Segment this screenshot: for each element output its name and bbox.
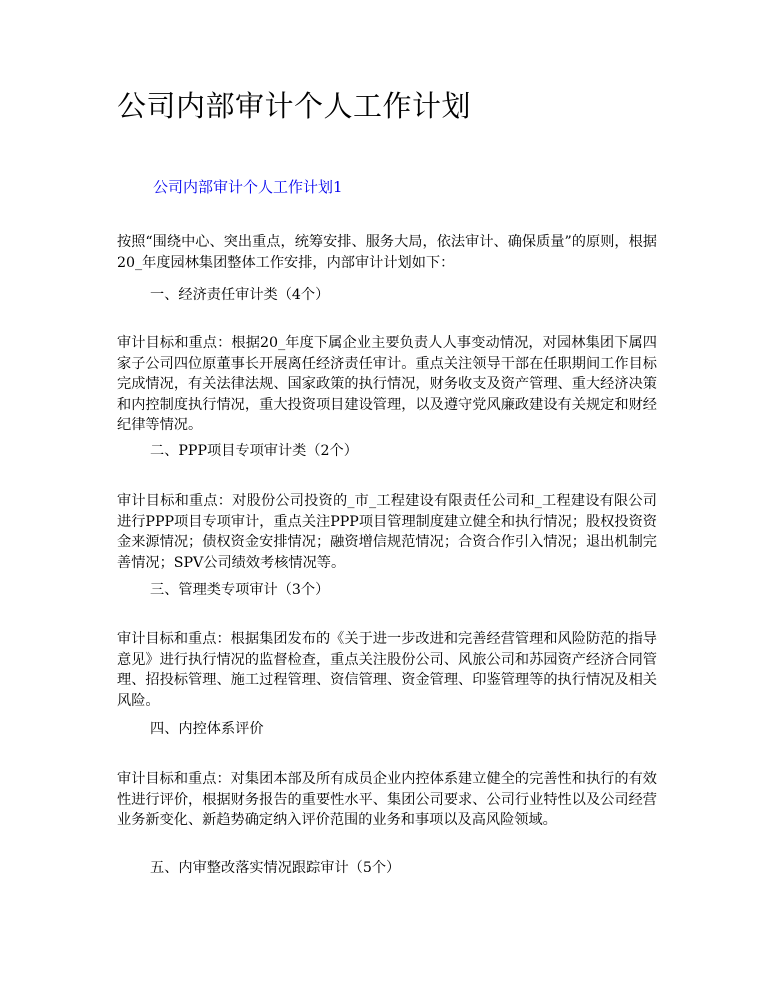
section-heading-3: 三、管理类专项审计（3个）	[150, 582, 330, 598]
section-heading-1: 一、经济责任审计类（4个）	[150, 287, 330, 303]
document-title: 公司内部审计个人工作计划	[117, 89, 472, 123]
section-body-4: 审计目标和重点：对集团本部及所有成员企业内控体系建立健全的完善性和执行的有效性进行评价，根据财务报告的重要性水平、集团公司要求、公司行业特性以及公司经营业务新变化、新趋势确定纳入评价范围的业务和事项以及高风险领域。	[117, 771, 657, 828]
section-heading-2: 二、PPP项目专项审计类（2个）	[150, 443, 358, 459]
section-body-1: 审计目标和重点：根据20_年度下属企业主要负责人人事变动情况，对园林集团下属四家子公司四位原董事长开展离任经济责任审计。重点关注领导干部在任职期间工作目标完成情况，有关法律法规、国家政策的执行情况，财务收支及资产管理、重大经济决策和内控制度执行情况，重大投资项目建设管理，以及遵守党风廉政建设有关规定和财经纪律等情况。	[117, 335, 657, 433]
section-link[interactable]: 公司内部审计个人工作计划1	[153, 178, 343, 196]
section-heading-4: 四、内控体系评价	[150, 721, 264, 737]
intro-paragraph: 按照“围绕中心、突出重点，统筹安排、服务大局，依法审计、确保质量”的原则，根据20_年度园林集团整体工作安排，内部审计计划如下：	[117, 234, 657, 271]
section-heading-5: 五、内审整改落实情况跟踪审计（5个）	[150, 860, 401, 876]
section-body-2: 审计目标和重点：对股份公司投资的_市_工程建设有限责任公司和_工程建设有限公司进行PPP项目专项审计，重点关注PPP项目管理制度建立健全和执行情况；股权投资资金来源情况；债权资金安排情况；融资增信规范情况；合资合作引入情况；退出机制完善情况；SPV公司绩效考核情况等。	[117, 493, 657, 571]
section-body-3: 审计目标和重点：根据集团发布的《关于进一步改进和完善经营管理和风险防范的指导意见》进行执行情况的监督检查，重点关注股份公司、风旅公司和苏园资产经济合同管理、招投标管理、施工过程管理、资信管理、资金管理、印鉴管理等的执行情况及相关风险。	[117, 631, 657, 709]
